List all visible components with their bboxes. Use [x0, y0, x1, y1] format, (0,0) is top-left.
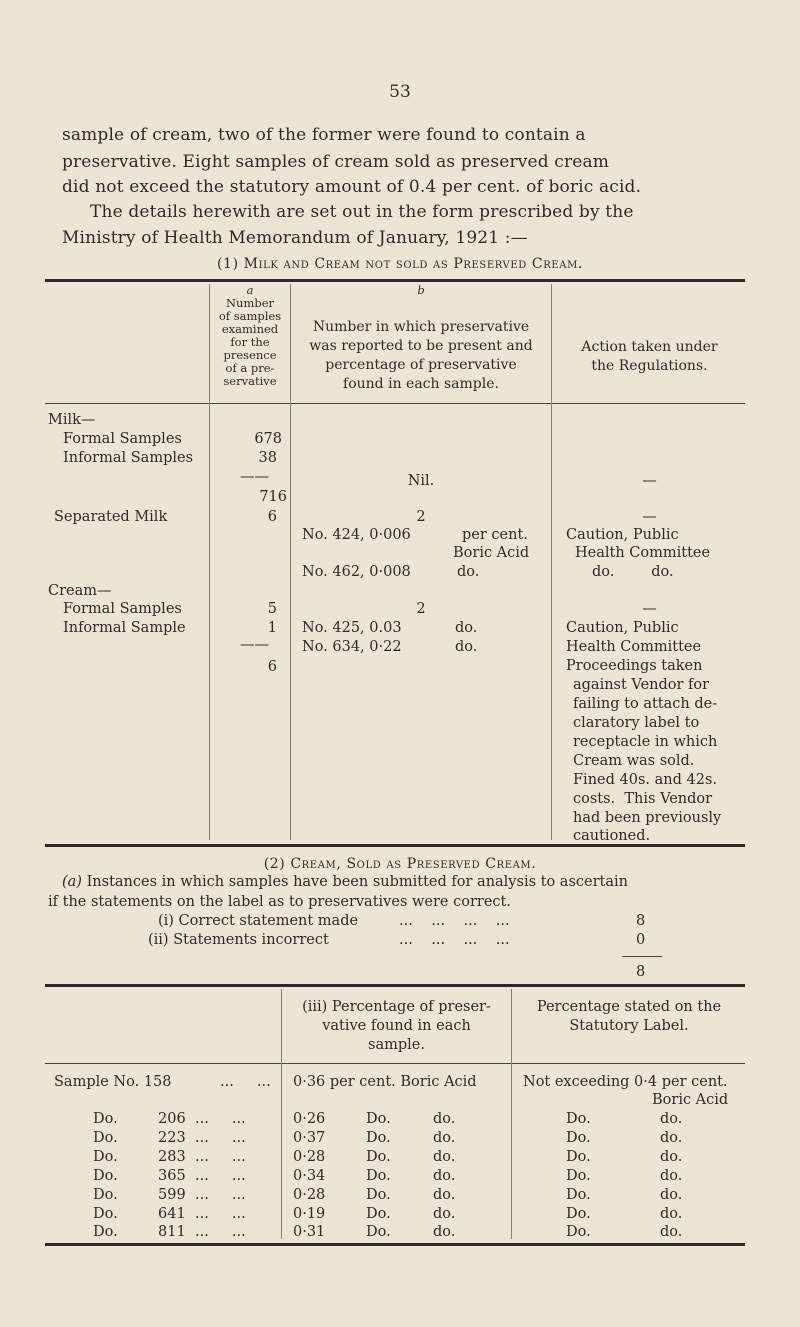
row-label-ditto-2: do. [660, 1130, 683, 1146]
row-ditto-1: Do. [366, 1187, 391, 1203]
row-dots: ... ... [195, 1149, 246, 1165]
sum-rule [622, 956, 662, 957]
table1-title: (1) Milk and Cream not sold as Preserved Cream. [217, 256, 583, 272]
table2-first-label: Not exceeding 0·4 per cent. [523, 1074, 728, 1090]
milk-total: 716 [259, 489, 287, 505]
cream-formal-count: 5 [267, 601, 277, 617]
cream-action-line: against Vendor for [573, 677, 710, 693]
row-label-ditto-1: Do. [566, 1224, 591, 1240]
col-b-header-4: found in each sample. [343, 376, 499, 392]
cream-sample-1-unit: do. [455, 620, 478, 636]
table2-top-rule [45, 984, 745, 987]
col-iii-header-1: (iii) Percentage of preser- [302, 999, 491, 1015]
cream-sample-1: No. 425, 0.03 [302, 620, 402, 636]
section2-intro-text: Instances in which samples have been submitted for analysis to ascertain [81, 874, 628, 890]
total-value: 8 [636, 964, 646, 980]
row-ditto-1: Do. [366, 1206, 391, 1222]
milk-informal-count: 38 [258, 450, 277, 466]
row-label-ditto-1: Do. [566, 1187, 591, 1203]
row-sample-number: 223 [158, 1130, 186, 1146]
cream-sum-rule: —— [240, 637, 269, 653]
milk-action-1: Caution, Public [566, 527, 679, 543]
col-a-header-6: of a pre- [225, 361, 275, 375]
row-label-ditto-1: Do. [566, 1168, 591, 1184]
col-label-header-1: Percentage stated on the [536, 999, 722, 1015]
cream-action-line: failing to attach de- [573, 696, 718, 712]
table1-top-rule [45, 279, 745, 282]
cream-action-line: Health Committee [566, 639, 702, 655]
table1-header-rule [45, 403, 745, 404]
col-a-header-7: servative [223, 374, 277, 388]
row-ditto-2: do. [433, 1168, 456, 1184]
row-percentage: 0·31 [293, 1224, 326, 1240]
row-prefix: Do. [93, 1206, 118, 1222]
milk-result: Nil. [407, 473, 435, 489]
milk-action-2: Health Committee [575, 545, 711, 561]
row-percentage: 0·26 [293, 1111, 326, 1127]
table2-first-found: 0·36 per cent. Boric Acid [293, 1074, 477, 1090]
row-sample-number: 641 [158, 1206, 186, 1222]
cream-informal-count: 1 [267, 620, 277, 636]
row-sample-number: 811 [158, 1224, 186, 1240]
row-prefix: Do. [93, 1187, 118, 1203]
row-dots: ... ... [195, 1187, 246, 1203]
col-a-header-4: for the [230, 335, 270, 349]
row-label-ditto-2: do. [660, 1187, 683, 1203]
row-ditto-1: Do. [366, 1130, 391, 1146]
row-label-ditto-1: Do. [566, 1130, 591, 1146]
separated-milk-count: 6 [267, 509, 277, 525]
row-dots: ... ... [195, 1206, 246, 1222]
section2-intro-line-1 [62, 874, 628, 890]
milk-formal-label: Formal Samples [63, 431, 182, 447]
cream-heading: Cream— [48, 583, 112, 599]
row-ditto-2: do. [433, 1206, 456, 1222]
row-ditto-2: do. [433, 1187, 456, 1203]
cream-action-line: cautioned. [573, 828, 651, 844]
row-ditto-2: do. [433, 1224, 456, 1240]
col-c-header-1: Action taken under [581, 339, 718, 355]
paragraph-line-1: sample of cream, two of the former were found to contain a [62, 125, 586, 145]
page-number: 53 [389, 82, 411, 102]
col-iii-header-3: sample. [368, 1037, 425, 1053]
paragraph-line-3: did not exceed the statutory amount of 0.4 per cent. of boric acid. [62, 177, 642, 197]
milk-action-dash: — [642, 473, 657, 489]
milk-sum-rule: —— [240, 469, 269, 485]
row-percentage: 0·28 [293, 1187, 326, 1203]
cream-sample-2-unit: do. [455, 639, 478, 655]
row-ditto-1: Do. [366, 1149, 391, 1165]
cream-action-line: Proceedings taken [566, 658, 703, 674]
table2-bottom-rule [45, 1243, 745, 1246]
cream-action-line: costs. This Vendor [573, 791, 713, 807]
table1-bottom-rule [45, 844, 745, 847]
row-ditto-2: do. [433, 1149, 456, 1165]
row-label-ditto-2: do. [660, 1111, 683, 1127]
row-prefix: Do. [93, 1149, 118, 1165]
row-label-ditto-1: Do. [566, 1111, 591, 1127]
row-prefix: Do. [93, 1168, 118, 1184]
row-dots: ... ... [195, 1224, 246, 1240]
row-percentage: 0·19 [293, 1206, 326, 1222]
row-prefix: Do. [93, 1224, 118, 1240]
milk-sample-1: No. 424, 0·006 [302, 527, 411, 543]
row-sample-number: 365 [158, 1168, 186, 1184]
item2-value: 0 [636, 932, 646, 948]
row-ditto-1: Do. [366, 1111, 391, 1127]
cream-action-line: receptacle in which [573, 734, 718, 750]
table2-first-dots: ... ... [220, 1074, 271, 1090]
row-label-ditto-2: do. [660, 1224, 683, 1240]
section2-title: (2) Cream, Sold as Preserved Cream. [263, 856, 537, 872]
row-label-ditto-2: do. [660, 1149, 683, 1165]
table2-header-rule [45, 1063, 745, 1064]
milk-informal-label: Informal Samples [63, 450, 194, 466]
milk-sample-2: No. 462, 0·008 [302, 564, 411, 580]
row-label-ditto-1: Do. [566, 1149, 591, 1165]
row-dots: ... ... [195, 1111, 246, 1127]
col-a-header-1: Number [225, 296, 275, 310]
row-ditto-1: Do. [366, 1168, 391, 1184]
milk-action-3: do. do. [592, 564, 674, 580]
item1-label: (i) Correct statement made [158, 913, 359, 929]
row-sample-number: 599 [158, 1187, 186, 1203]
row-ditto-2: do. [433, 1130, 456, 1146]
row-prefix: Do. [93, 1130, 118, 1146]
col-iii-header-2: vative found in each [322, 1018, 471, 1034]
cream-sample-2: No. 634, 0·22 [302, 639, 402, 655]
row-ditto-1: Do. [366, 1224, 391, 1240]
separated-milk-label: Separated Milk [54, 509, 168, 525]
cream-action-line: had been previously [573, 810, 722, 826]
row-sample-number: 206 [158, 1111, 186, 1127]
cream-action-line: claratory label to [573, 715, 700, 731]
cream-action-line: Fined 40s. and 42s. [573, 772, 717, 788]
item2-dots: ... ... ... ... [399, 932, 510, 948]
col-c-header-2: the Regulations. [591, 358, 708, 374]
row-dots: ... ... [195, 1168, 246, 1184]
row-percentage: 0·37 [293, 1130, 326, 1146]
row-ditto-2: do. [433, 1111, 456, 1127]
col-label-header-2: Statutory Label. [569, 1018, 689, 1034]
row-sample-number: 283 [158, 1149, 186, 1165]
row-dots: ... ... [195, 1130, 246, 1146]
item1-dots: ... ... ... ... [399, 913, 510, 929]
milk-formal-count: 678 [254, 431, 282, 447]
separated-milk-dash: — [642, 509, 657, 525]
milk-sample-1-unit: per cent. [462, 527, 528, 543]
col-b-header-1: Number in which preservative [312, 319, 530, 335]
milk-boric-acid: Boric Acid [453, 545, 530, 561]
table2-first-label-2: Boric Acid [652, 1092, 729, 1108]
col-a-header-3: examined [221, 322, 279, 336]
row-prefix: Do. [93, 1111, 118, 1127]
col-a-letter: a [246, 283, 254, 297]
cream-action-line: Caution, Public [566, 620, 679, 636]
section2-intro-label: (a) [62, 874, 82, 890]
paragraph-line-2: preservative. Eight samples of cream sold as preserved cream [62, 152, 609, 172]
col-a-header-2: of samples [218, 309, 282, 323]
cream-informal-label: Informal Sample [63, 620, 186, 636]
row-label-ditto-2: do. [660, 1206, 683, 1222]
item1-value: 8 [636, 913, 646, 929]
paragraph-line-5: Ministry of Health Memorandum of January, 1921 :— [62, 228, 528, 248]
col-a-header-5: presence [223, 348, 277, 362]
cream-action-line: Cream was sold. [573, 753, 695, 769]
col-b-header-2: was reported to be present and [309, 338, 533, 354]
row-percentage: 0·28 [293, 1149, 326, 1165]
table2-first-sample: Sample No. 158 [54, 1074, 172, 1090]
row-percentage: 0·34 [293, 1168, 326, 1184]
cream-dash: — [642, 601, 657, 617]
milk-sample-2-unit: do. [457, 564, 480, 580]
cream-found: 2 [416, 601, 426, 617]
item2-label: (ii) Statements incorrect [148, 932, 329, 948]
separated-milk-found: 2 [416, 509, 426, 525]
col-b-header-3: percentage of preservative [325, 357, 517, 373]
milk-heading: Milk— [48, 412, 96, 428]
cream-formal-label: Formal Samples [63, 601, 182, 617]
cream-total: 6 [267, 659, 277, 675]
section2-intro-line-2: if the statements on the label as to preservatives were correct. [48, 894, 511, 910]
col-b-letter: b [417, 283, 425, 297]
row-label-ditto-2: do. [660, 1168, 683, 1184]
row-label-ditto-1: Do. [566, 1206, 591, 1222]
paragraph-line-4: The details herewith are set out in the form prescribed by the [90, 202, 634, 222]
